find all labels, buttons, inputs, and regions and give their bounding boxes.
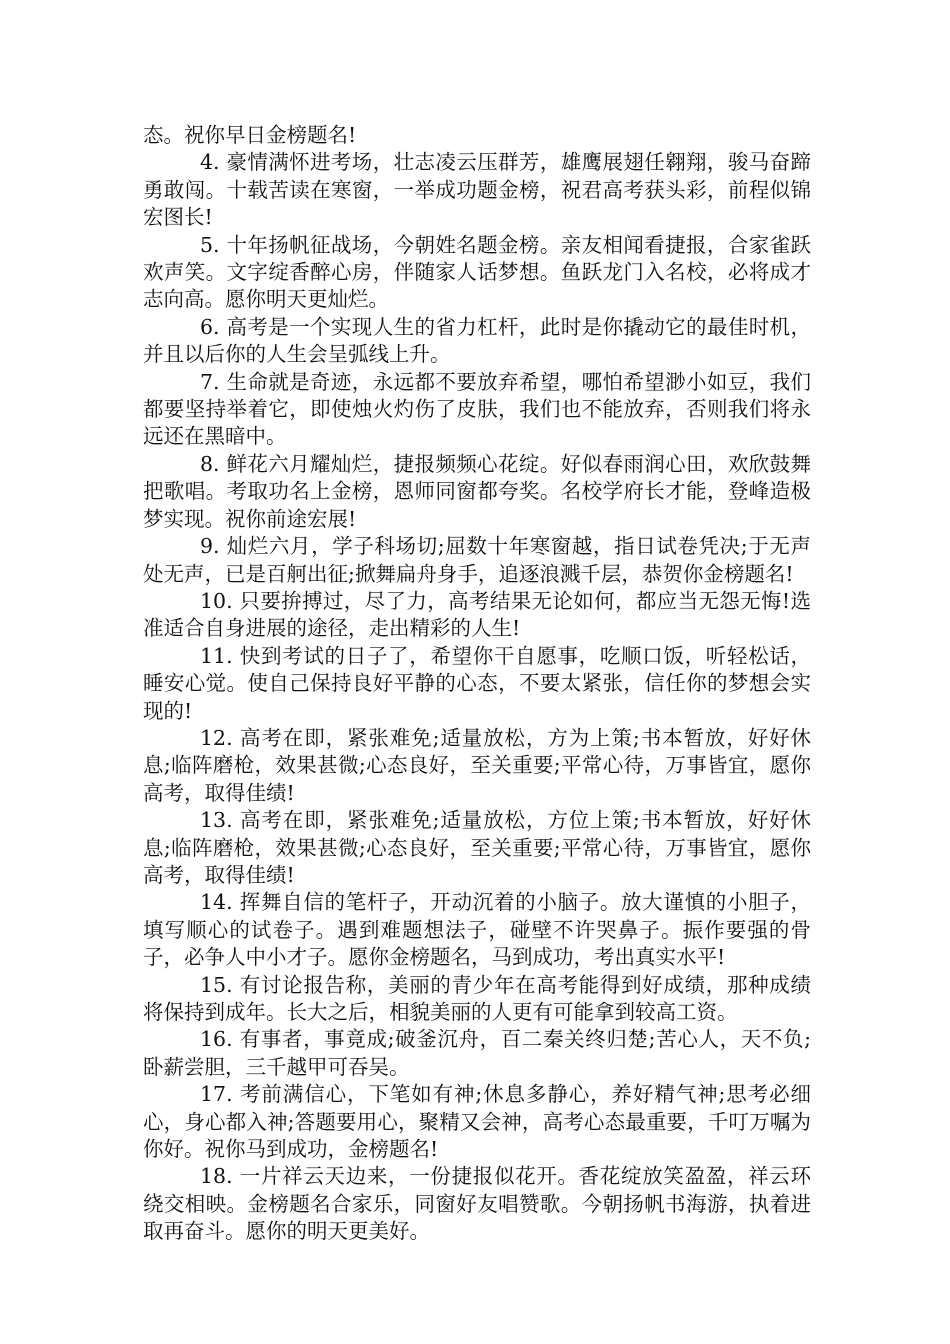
document-body	[143, 122, 811, 1246]
paragraph-16: 16. 有事者，事竟成;破釜沉舟，百二秦关终归楚;苦心人，天不负;卧薪尝胆，三千越甲可吞吴。	[143, 1027, 811, 1079]
paragraph-10: 10. 只要拚搏过，尽了力，高考结果无论如何，都应当无怨无悔!选准适合自身进展的途径，走出精彩的人生!	[143, 588, 811, 641]
paragraph-15: 15. 有讨论报告称，美丽的青少年在高考能得到好成绩，那种成绩将保持到成年。长大之后，相貌美丽的人更有可能拿到较高工资。	[143, 972, 811, 1024]
paragraph-6: 6. 高考是一个实现人生的省力杠杆，此时是你撬动它的最佳时机，并且以后你的人生会呈弧线上升。	[143, 314, 811, 367]
paragraph-12: 12. 高考在即，紧张难免;适量放松，方为上策;书本暂放，好好休息;临阵磨枪，效果甚微;心态良好，至关重要;平常心待，万事皆宜，愿你高考，取得佳绩!	[143, 725, 811, 805]
paragraph-11: 11. 快到考试的日子了，希望你干自愿事，吃顺口饭，听轻松话，睡安心觉。使自己保持良好平静的心态，不要太紧张，信任你的梦想会实现的!	[143, 643, 811, 723]
paragraph-7: 7. 生命就是奇迹，永远都不要放弃希望，哪怕希望渺小如豆，我们都要坚持举着它，即使烛火灼伤了皮肤，我们也不能放弃，否则我们将永远还在黑暗中。	[143, 369, 811, 449]
paragraph-4: 4. 豪情满怀进考场，壮志凌云压群芳，雄鹰展翅任翱翔，骏马奋蹄勇敢闯。十载苦读在寒窗，一举成功题金榜，祝君高考获头彩，前程似锦宏图长!	[143, 150, 811, 230]
paragraph-9: 9. 灿烂六月，学子科场切;屈数十年寒窗越，指日试卷凭决;于无声处无声，已是百舸出征;掀舞扁舟身手，追逐浪溅千层，恭贺你金榜题名!	[143, 534, 811, 586]
paragraph-14: 14. 挥舞自信的笔杆子，开动沉着的小脑子。放大谨慎的小胆子，填写顺心的试卷子。遇到难题想法子，碰壁不许哭鼻子。振作要强的骨子，必争人中小才子。愿你金榜题名，马到成功，考出真实水平!	[143, 890, 811, 970]
paragraph-continuation: 态。祝你早日金榜题名!	[143, 123, 357, 147]
paragraph-18: 18. 一片祥云天边来，一份捷报似花开。香花绽放笑盈盈，祥云环绕交相映。金榜题名合家乐，同窗好友唱赞歌。今朝扬帆书海游，执着进取再奋斗。愿你的明天更美好。	[143, 1164, 811, 1244]
paragraph-13: 13. 高考在即，紧张难免;适量放松，方位上策;书本暂放，好好休息;临阵磨枪，效果甚微;心态良好，至关重要;平常心待，万事皆宜，愿你高考，取得佳绩!	[143, 808, 811, 887]
paragraph-17: 17. 考前满信心，下笔如有神;休息多静心，养好精气神;思考必细心，身心都入神;答题要用心，聚精又会神，高考心态最重要，千叮万嘱为你好。祝你马到成功，金榜题名!	[143, 1082, 811, 1162]
paragraph-8: 8. 鲜花六月耀灿烂，捷报频频心花绽。好似春雨润心田，欢欣鼓舞把歌唱。考取功名上金榜，恩师同窗都夸奖。名校学府长才能，登峰造极梦实现。祝你前途宏展!	[143, 451, 811, 531]
paragraph-5: 5. 十年扬帆征战场，今朝姓名题金榜。亲友相闻看捷报，合家雀跃欢声笑。文字绽香醉心房，伴随家人话梦想。鱼跃龙门入名校，必将成才志向高。愿你明天更灿烂。	[143, 232, 811, 312]
